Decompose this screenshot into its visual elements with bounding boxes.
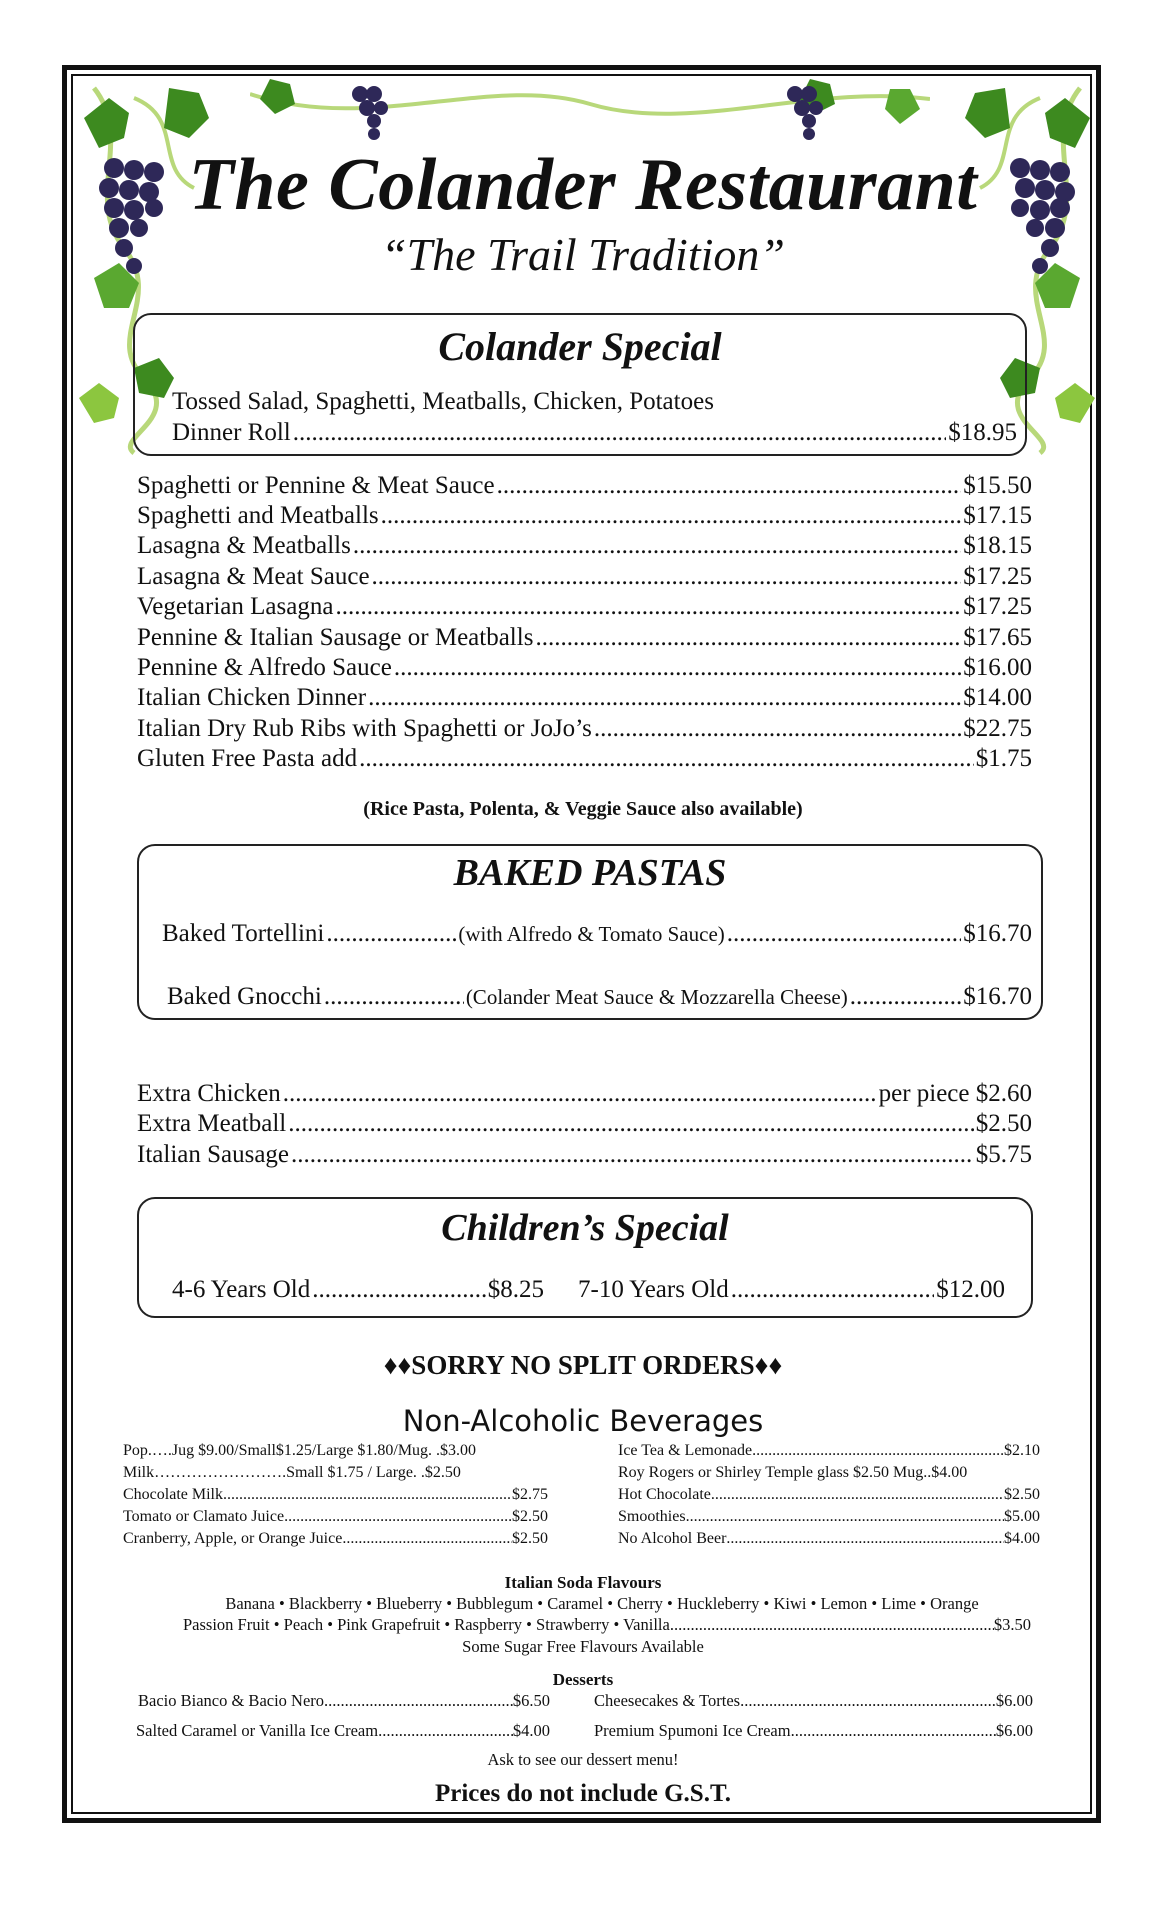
beverage-row xyxy=(123,1487,548,1503)
leader-dots xyxy=(711,1487,1004,1503)
italian-soda-flavours-line2: Passion Fruit • Peach • Pink Grapefruit • Raspberry • Strawberry • Vanilla xyxy=(183,1615,670,1634)
beverage-row xyxy=(618,1509,1040,1525)
desserts-heading: Desserts xyxy=(552,1670,614,1689)
italian-soda-price-row xyxy=(183,1617,1031,1634)
baked-pasta-detail: (Colander Meat Sauce & Mozzarella Cheese) xyxy=(465,985,848,1009)
extra-item-row xyxy=(137,1111,1032,1136)
leader-dots xyxy=(324,984,464,1009)
menu-item-label: Italian Dry Rub Ribs with Spaghetti or JoJo’s xyxy=(137,715,592,742)
beverage-price: $2.75 xyxy=(512,1486,548,1503)
gst-footer-note: Prices do not include G.S.T. xyxy=(434,1780,732,1807)
extra-item-price: $2.50 xyxy=(975,1110,1032,1137)
dessert-price: $6.00 xyxy=(995,1691,1033,1710)
leader-dots xyxy=(324,1693,513,1710)
menu-item-row xyxy=(137,503,1032,528)
beverage-label: Milk…………………….Small $1.75 / Large. . xyxy=(123,1464,425,1481)
leader-dots xyxy=(378,1723,513,1740)
colander-special-description: Tossed Salad, Spaghetti, Meatballs, Chicken, Potatoes xyxy=(172,388,714,415)
dessert-row xyxy=(594,1693,1033,1710)
grape-vine-top-decoration xyxy=(250,74,930,154)
childrens-special-heading: Children’s Special xyxy=(441,1207,729,1249)
extra-item-row xyxy=(137,1142,1032,1167)
leader-dots xyxy=(594,716,961,741)
menu-item-label: Lasagna & Meat Sauce xyxy=(137,563,370,590)
leader-dots xyxy=(394,655,961,680)
leader-dots xyxy=(381,503,962,528)
extra-item-price: $5.75 xyxy=(975,1141,1032,1168)
beverage-label: Pop.….Jug $9.00/Small$1.25/Large $1.80/Mug. . xyxy=(123,1442,441,1459)
beverage-label: Hot Chocolate xyxy=(618,1486,711,1503)
leader-dots xyxy=(535,625,961,650)
italian-soda-heading: Italian Soda Flavours xyxy=(504,1573,662,1592)
beverage-price: $4.00 xyxy=(1004,1530,1040,1547)
dessert-label: Bacio Bianco & Bacio Nero xyxy=(138,1691,325,1710)
sugar-free-note: Some Sugar Free Flavours Available xyxy=(462,1637,704,1656)
menu-item-price: $17.25 xyxy=(963,593,1032,620)
restaurant-title: The Colander Restaurant xyxy=(188,144,978,226)
dessert-row xyxy=(594,1723,1033,1740)
extra-item-price: per piece $2.60 xyxy=(878,1080,1032,1107)
leader-dots xyxy=(326,921,456,946)
leader-dots xyxy=(288,1111,974,1136)
childrens-item-price: $8.25 xyxy=(487,1276,544,1303)
colander-special-heading: Colander Special xyxy=(438,324,722,369)
beverage-label: No Alcohol Beer xyxy=(618,1530,727,1547)
extra-item-label: Italian Sausage xyxy=(137,1141,290,1168)
leader-dots xyxy=(372,564,962,589)
dessert-label: Cheesecakes & Tortes xyxy=(594,1691,741,1710)
leader-dots xyxy=(368,685,961,710)
beverage-label: Cranberry, Apple, or Orange Juice xyxy=(123,1530,343,1547)
menu-item-row xyxy=(137,564,1032,589)
beverage-label: Tomato or Clamato Juice xyxy=(123,1508,285,1525)
colander-special-price-row xyxy=(172,420,1017,445)
menu-item-price: $17.25 xyxy=(963,563,1032,590)
beverage-label: Smoothies xyxy=(618,1508,686,1525)
beverage-row xyxy=(123,1531,548,1547)
baked-pasta-price: $16.70 xyxy=(963,920,1032,947)
beverage-row xyxy=(123,1443,548,1459)
colander-special-price: $18.95 xyxy=(948,419,1017,446)
leader-dots xyxy=(752,1443,1004,1459)
beverage-label: Roy Rogers or Shirley Temple glass $2.50 Mug.. xyxy=(618,1464,932,1481)
menu-item-price: $14.00 xyxy=(963,684,1032,711)
beverage-row xyxy=(123,1509,548,1525)
menu-item-price: $18.15 xyxy=(963,532,1032,559)
menu-item-label: Vegetarian Lasagna xyxy=(137,593,334,620)
beverages-heading: Non-Alcoholic Beverages xyxy=(402,1404,764,1438)
beverage-label: Chocolate Milk xyxy=(123,1486,223,1503)
colander-special-label: Dinner Roll xyxy=(172,419,291,446)
dessert-row xyxy=(136,1723,550,1740)
beverage-price: $2.50 xyxy=(1004,1486,1040,1503)
dessert-label: Salted Caramel or Vanilla Ice Cream xyxy=(136,1721,379,1740)
menu-item-price: $22.75 xyxy=(963,715,1032,742)
menu-item-label: Lasagna & Meatballs xyxy=(137,532,351,559)
italian-soda-flavours-line1: Banana • Blackberry • Blueberry • Bubblegum • Caramel • Cherry • Huckleberry • Kiwi • Lemon • Lime • Orange xyxy=(225,1594,979,1613)
leader-dots xyxy=(727,921,961,946)
beverage-price: $2.50 xyxy=(512,1530,548,1547)
baked-pasta-detail: (with Alfredo & Tomato Sauce) xyxy=(458,922,725,946)
leader-dots xyxy=(497,473,962,498)
leader-dots xyxy=(670,1617,994,1634)
dessert-price: $6.50 xyxy=(512,1691,550,1710)
baked-pastas-heading: BAKED PASTAS xyxy=(453,852,727,894)
beverage-price: $3.00 xyxy=(440,1442,477,1459)
childrens-item-label: 7-10 Years Old xyxy=(578,1276,729,1303)
leader-dots xyxy=(686,1509,1004,1525)
menu-item-row xyxy=(137,473,1032,498)
leader-dots xyxy=(283,1081,877,1106)
restaurant-tagline: “The Trail Tradition” xyxy=(381,229,785,280)
leader-dots xyxy=(284,1509,512,1525)
menu-item-label: Pennine & Italian Sausage or Meatballs xyxy=(137,624,534,651)
menu-item-price: $17.15 xyxy=(963,502,1032,529)
extra-item-row xyxy=(137,1081,1032,1106)
menu-item-row xyxy=(137,625,1032,650)
menu-item-price: $1.75 xyxy=(975,745,1032,772)
baked-pasta-row xyxy=(162,921,1032,946)
dessert-price: $6.00 xyxy=(995,1721,1033,1740)
baked-pasta-label: Baked Gnocchi xyxy=(167,983,322,1010)
leader-dots xyxy=(312,1277,486,1302)
childrens-item-label: 4-6 Years Old xyxy=(172,1276,311,1303)
menu-item-price: $16.00 xyxy=(963,654,1032,681)
childrens-item-row xyxy=(578,1277,1005,1302)
dessert-row xyxy=(138,1693,550,1710)
menu-item-label: Spaghetti or Pennine & Meat Sauce xyxy=(137,472,495,499)
menu-item-row xyxy=(137,716,1032,741)
dessert-label: Premium Spumoni Ice Cream xyxy=(594,1721,791,1740)
menu-item-price: $17.65 xyxy=(963,624,1032,651)
leader-dots xyxy=(359,746,974,771)
leader-dots xyxy=(291,1142,974,1167)
leader-dots xyxy=(293,420,947,445)
leader-dots xyxy=(726,1531,1004,1547)
italian-soda-price: $3.50 xyxy=(993,1615,1031,1634)
leader-dots xyxy=(223,1487,512,1503)
childrens-item-price: $12.00 xyxy=(936,1276,1005,1303)
dessert-price: $4.00 xyxy=(512,1721,550,1740)
menu-item-row xyxy=(137,594,1032,619)
baked-pasta-price: $16.70 xyxy=(963,983,1032,1010)
leader-dots xyxy=(342,1531,512,1547)
beverage-row xyxy=(618,1487,1040,1503)
menu-item-label: Spaghetti and Meatballs xyxy=(137,502,379,529)
extra-item-label: Extra Chicken xyxy=(137,1080,281,1107)
beverage-label: Ice Tea & Lemonade xyxy=(618,1442,753,1459)
menu-item-label: Italian Chicken Dinner xyxy=(137,684,367,711)
leader-dots xyxy=(791,1723,996,1740)
menu-item-price: $15.50 xyxy=(963,472,1032,499)
split-orders-notice: ♦♦SORRY NO SPLIT ORDERS♦♦ xyxy=(383,1350,783,1380)
dessert-menu-note: Ask to see our dessert menu! xyxy=(487,1750,679,1769)
baked-pasta-label: Baked Tortellini xyxy=(162,920,325,947)
menu-item-row xyxy=(137,685,1032,710)
leader-dots xyxy=(731,1277,935,1302)
menu-item-row xyxy=(137,533,1032,558)
beverage-row xyxy=(618,1465,1040,1481)
beverage-row xyxy=(618,1531,1040,1547)
beverage-price: $2.50 xyxy=(424,1464,461,1481)
beverage-row xyxy=(123,1465,548,1481)
rice-pasta-note: (Rice Pasta, Polenta, & Veggie Sauce also available) xyxy=(363,798,803,820)
beverage-price: $2.50 xyxy=(512,1508,548,1525)
leader-dots xyxy=(850,984,962,1009)
menu-item-row xyxy=(137,655,1032,680)
leader-dots xyxy=(353,533,961,558)
baked-pasta-row xyxy=(167,984,1032,1009)
extra-item-label: Extra Meatball xyxy=(137,1110,287,1137)
beverage-price: $2.10 xyxy=(1004,1442,1040,1459)
childrens-item-row xyxy=(172,1277,544,1302)
leader-dots xyxy=(740,1693,996,1710)
menu-item-row xyxy=(137,746,1032,771)
menu-item-label: Gluten Free Pasta add xyxy=(137,745,358,772)
beverage-price: $5.00 xyxy=(1004,1508,1040,1525)
beverage-row xyxy=(618,1443,1040,1459)
leader-dots xyxy=(335,594,961,619)
menu-item-label: Pennine & Alfredo Sauce xyxy=(137,654,392,681)
beverage-price: $4.00 xyxy=(931,1464,968,1481)
